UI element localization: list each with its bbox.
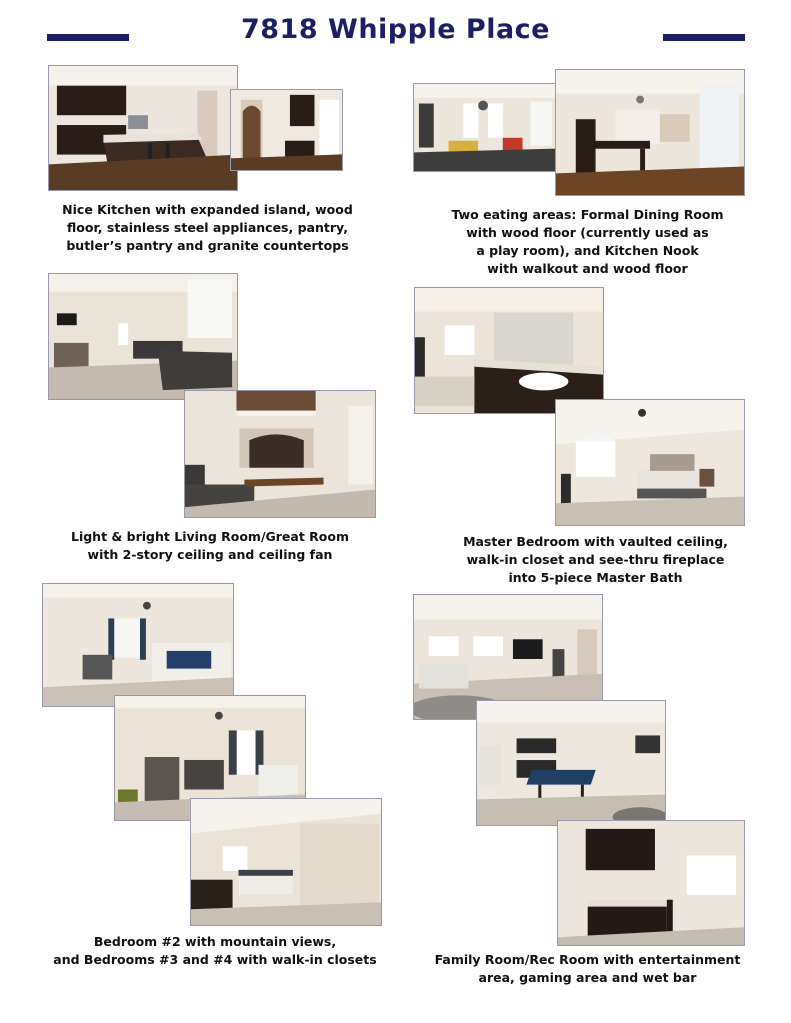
bedroom-2-photo [42, 583, 234, 707]
rec-room-photo [476, 700, 666, 826]
page-title: 7818 Whipple Place [240, 14, 550, 45]
master-bedroom-photo [555, 399, 745, 526]
bedroom-4-photo [190, 798, 382, 926]
master-bath-photo [414, 287, 604, 414]
kitchen-photo-1 [48, 65, 238, 191]
living-photo-1 [48, 273, 238, 400]
wet-bar-photo [557, 820, 745, 946]
kitchen-photo-2 [230, 89, 343, 171]
kitchen-caption: Nice Kitchen with expanded island, wood floor, stainless steel appliances, pantry, butler’s pantry and granite countertops [62, 202, 353, 253]
title-bar-left [47, 34, 129, 41]
title-bar-right [663, 34, 745, 41]
dining-photo-1 [413, 83, 561, 172]
living-photo-2 [184, 390, 376, 518]
dining-photo-2 [555, 69, 745, 196]
eating-caption: Two eating areas: Formal Dining Room with wood floor (currently used as a play room), and Kitchen Nook with walkout and wood floor [451, 207, 724, 276]
master-caption: Master Bedroom with vaulted ceiling, walk-in closet and see-thru fireplace into 5-piece Master Bath [463, 534, 728, 585]
bedrooms-caption: Bedroom #2 with mountain views, and Bedrooms #3 and #4 with walk-in closets [53, 934, 377, 967]
family-caption: Family Room/Rec Room with entertainment area, gaming area and wet bar [434, 952, 741, 985]
living-caption: Light & bright Living Room/Great Room with 2-story ceiling and ceiling fan [70, 529, 349, 562]
